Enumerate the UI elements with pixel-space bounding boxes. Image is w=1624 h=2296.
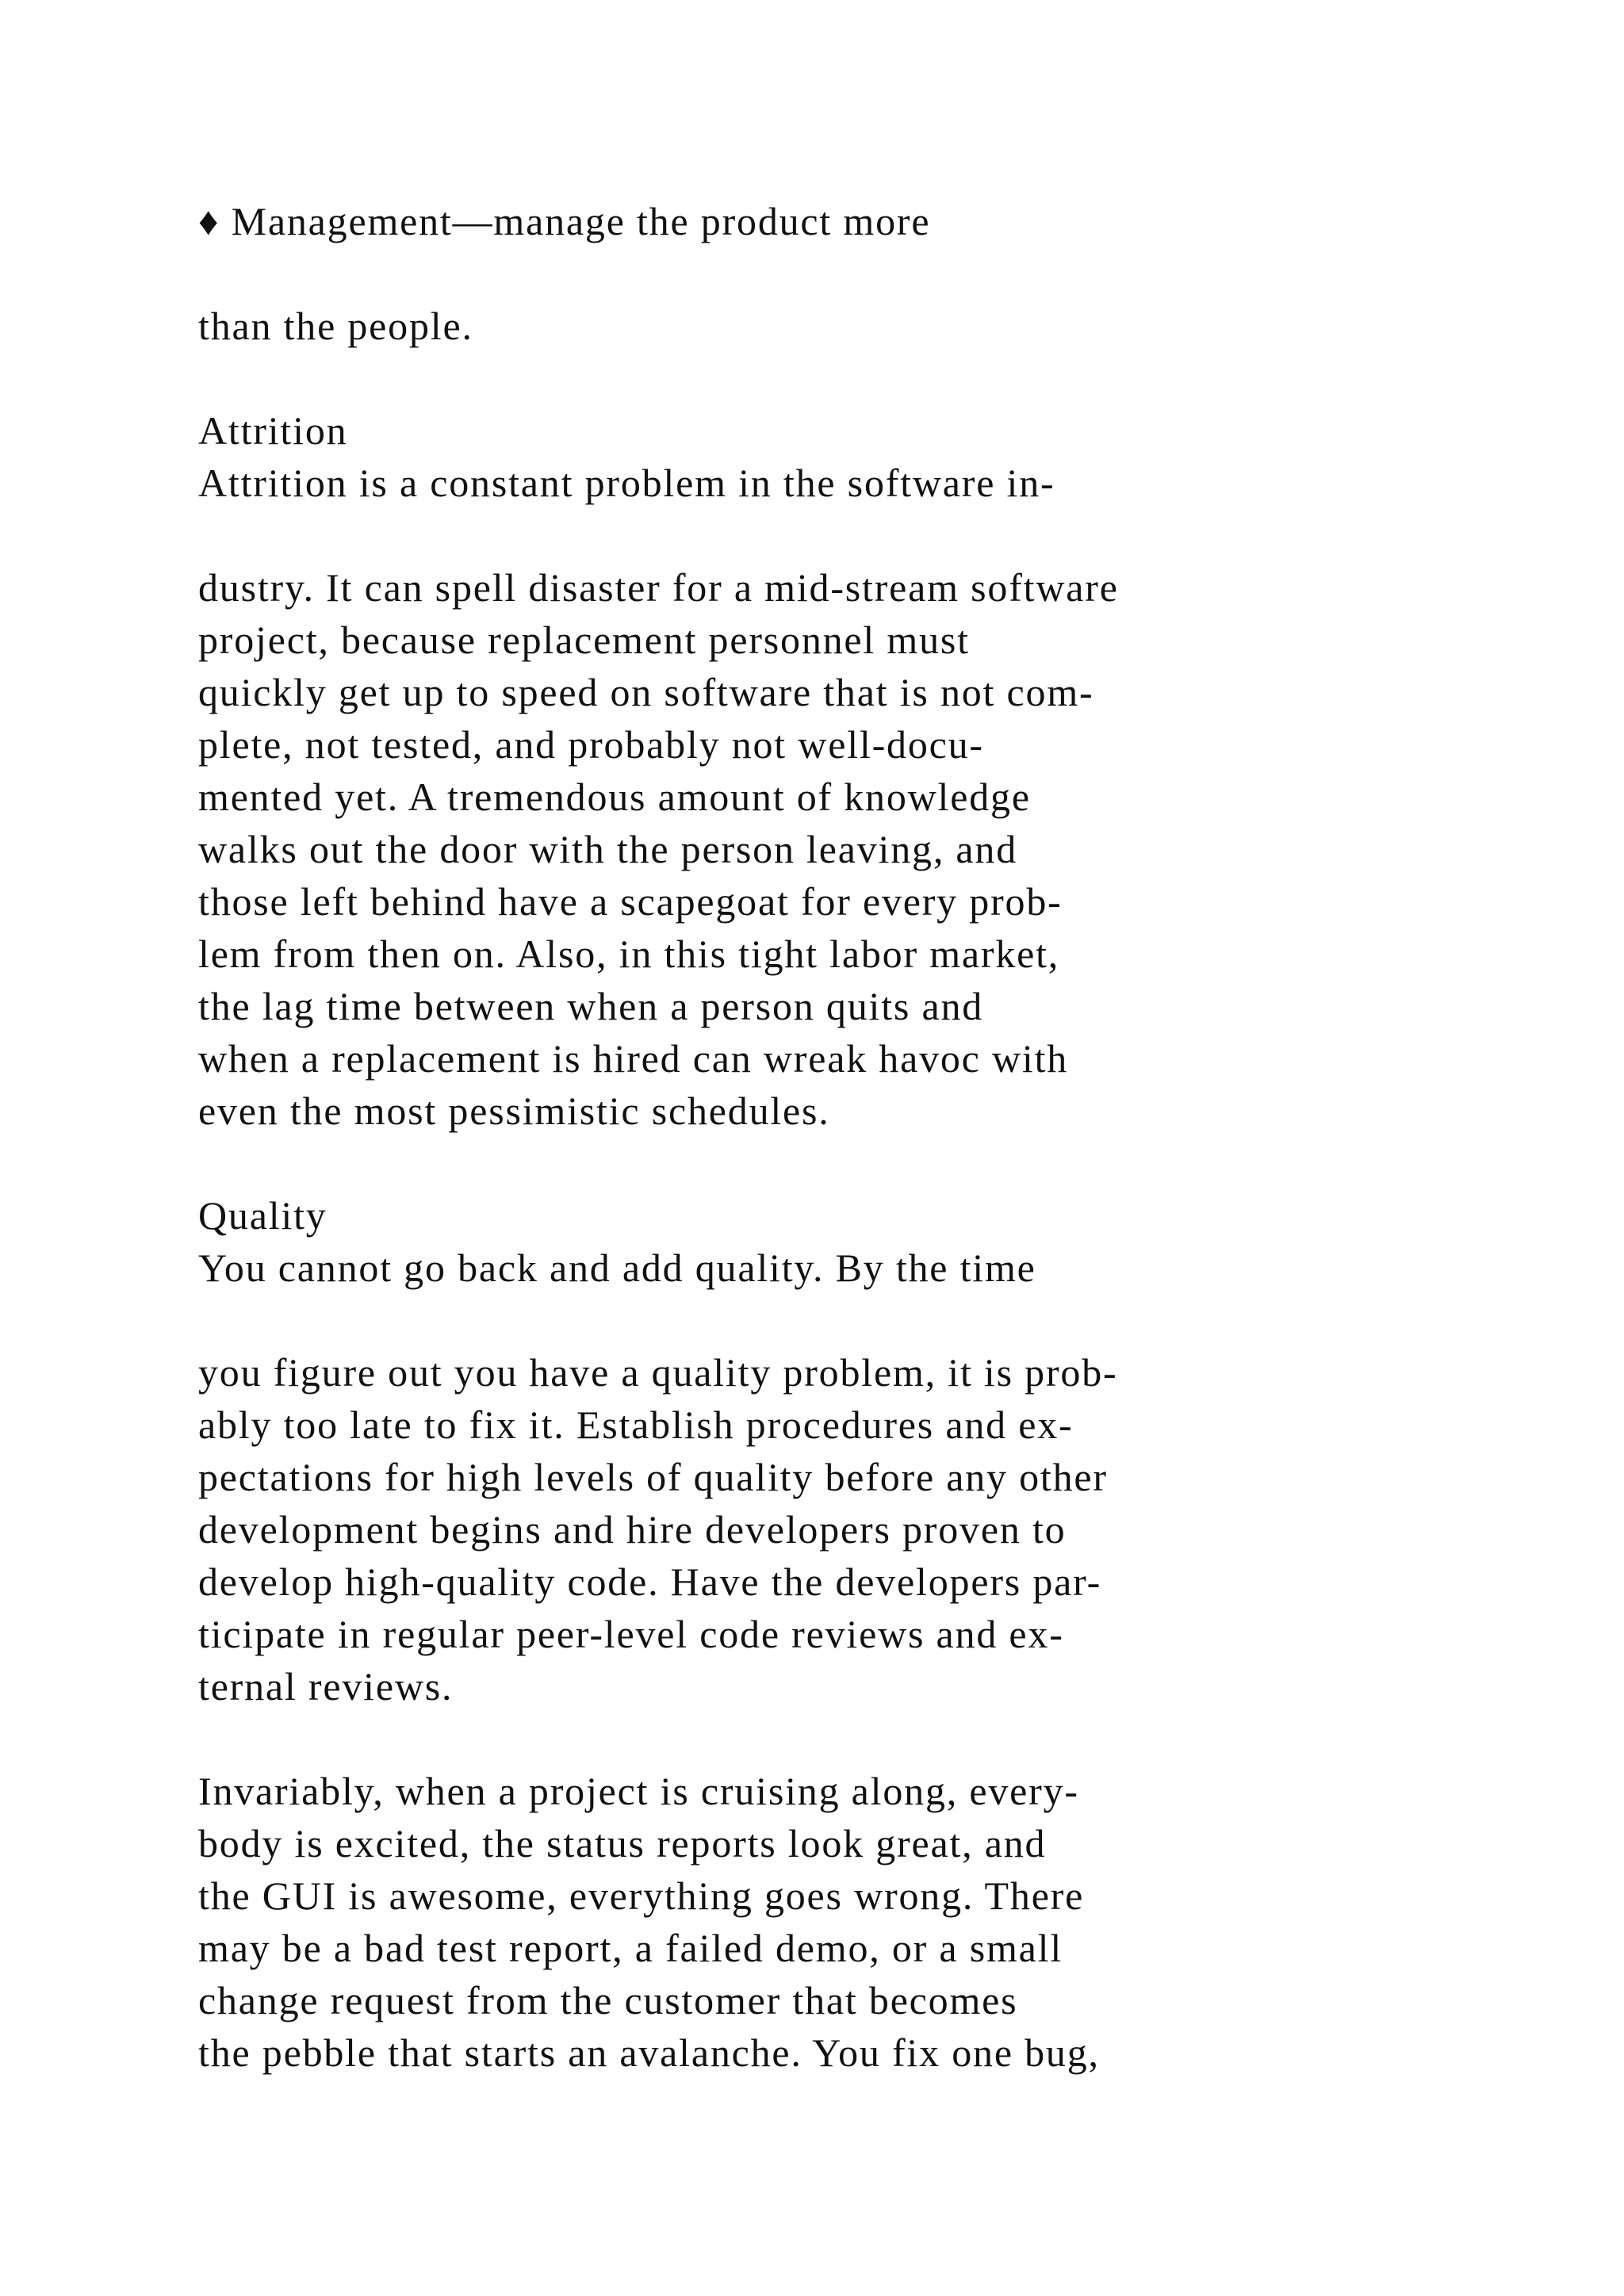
text-line: ably too late to fix it. Establish procedures and ex-: [198, 1402, 1074, 1447]
text-line: mented yet. A tremendous amount of knowledge: [198, 775, 1031, 819]
text-line: Invariably, when a project is cruising along, every-: [198, 1769, 1079, 1813]
text-line: walks out the door with the person leaving, and: [198, 827, 1018, 871]
text-line: when a replacement is hired can wreak havoc with: [198, 1036, 1069, 1081]
text-line: Attrition is a constant problem in the software in-: [198, 461, 1055, 505]
text-line: development begins and hire developers proven to: [198, 1507, 1067, 1552]
text-line: the GUI is awesome, everything goes wrong. There: [198, 1873, 1085, 1918]
text-line: plete, not tested, and probably not well-docu-: [198, 722, 984, 767]
text-line: lem from then on. Also, in this tight labor market,: [198, 932, 1060, 976]
document-body: [198, 195, 1546, 2075]
text-line: change request from the customer that becomes: [198, 1978, 1018, 2022]
text-line: develop high-quality code. Have the developers par-: [198, 1559, 1102, 1604]
text-line: the pebble that starts an avalanche. You fix one bug,: [198, 2030, 1100, 2075]
text-line: dustry. It can spell disaster for a mid-stream software: [198, 565, 1119, 610]
text-line: than the people.: [198, 304, 473, 348]
text-line: pectations for high levels of quality before any other: [198, 1455, 1108, 1499]
text-line: may be a bad test report, a failed demo, or a small: [198, 1926, 1063, 1970]
text-line: the lag time between when a person quits and: [198, 984, 984, 1028]
text-line: project, because replacement personnel must: [198, 618, 970, 662]
text-line: you figure out you have a quality problem, it is prob-: [198, 1350, 1118, 1395]
text-line: body is excited, the status reports look great, and: [198, 1821, 1047, 1866]
section-heading-attrition: Attrition: [198, 408, 348, 453]
text-line: those left behind have a scapegoat for every prob-: [198, 879, 1063, 924]
text-line: ternal reviews.: [198, 1664, 454, 1709]
bullet-line: ♦ Management—manage the product more: [198, 199, 931, 243]
text-line: even the most pessimistic schedules.: [198, 1089, 830, 1133]
text-line: quickly get up to speed on software that is not com-: [198, 670, 1094, 714]
section-heading-quality: Quality: [198, 1193, 327, 1238]
text-line: ticipate in regular peer-level code reviews and ex-: [198, 1612, 1064, 1656]
text-line: You cannot go back and add quality. By the time: [198, 1246, 1036, 1290]
